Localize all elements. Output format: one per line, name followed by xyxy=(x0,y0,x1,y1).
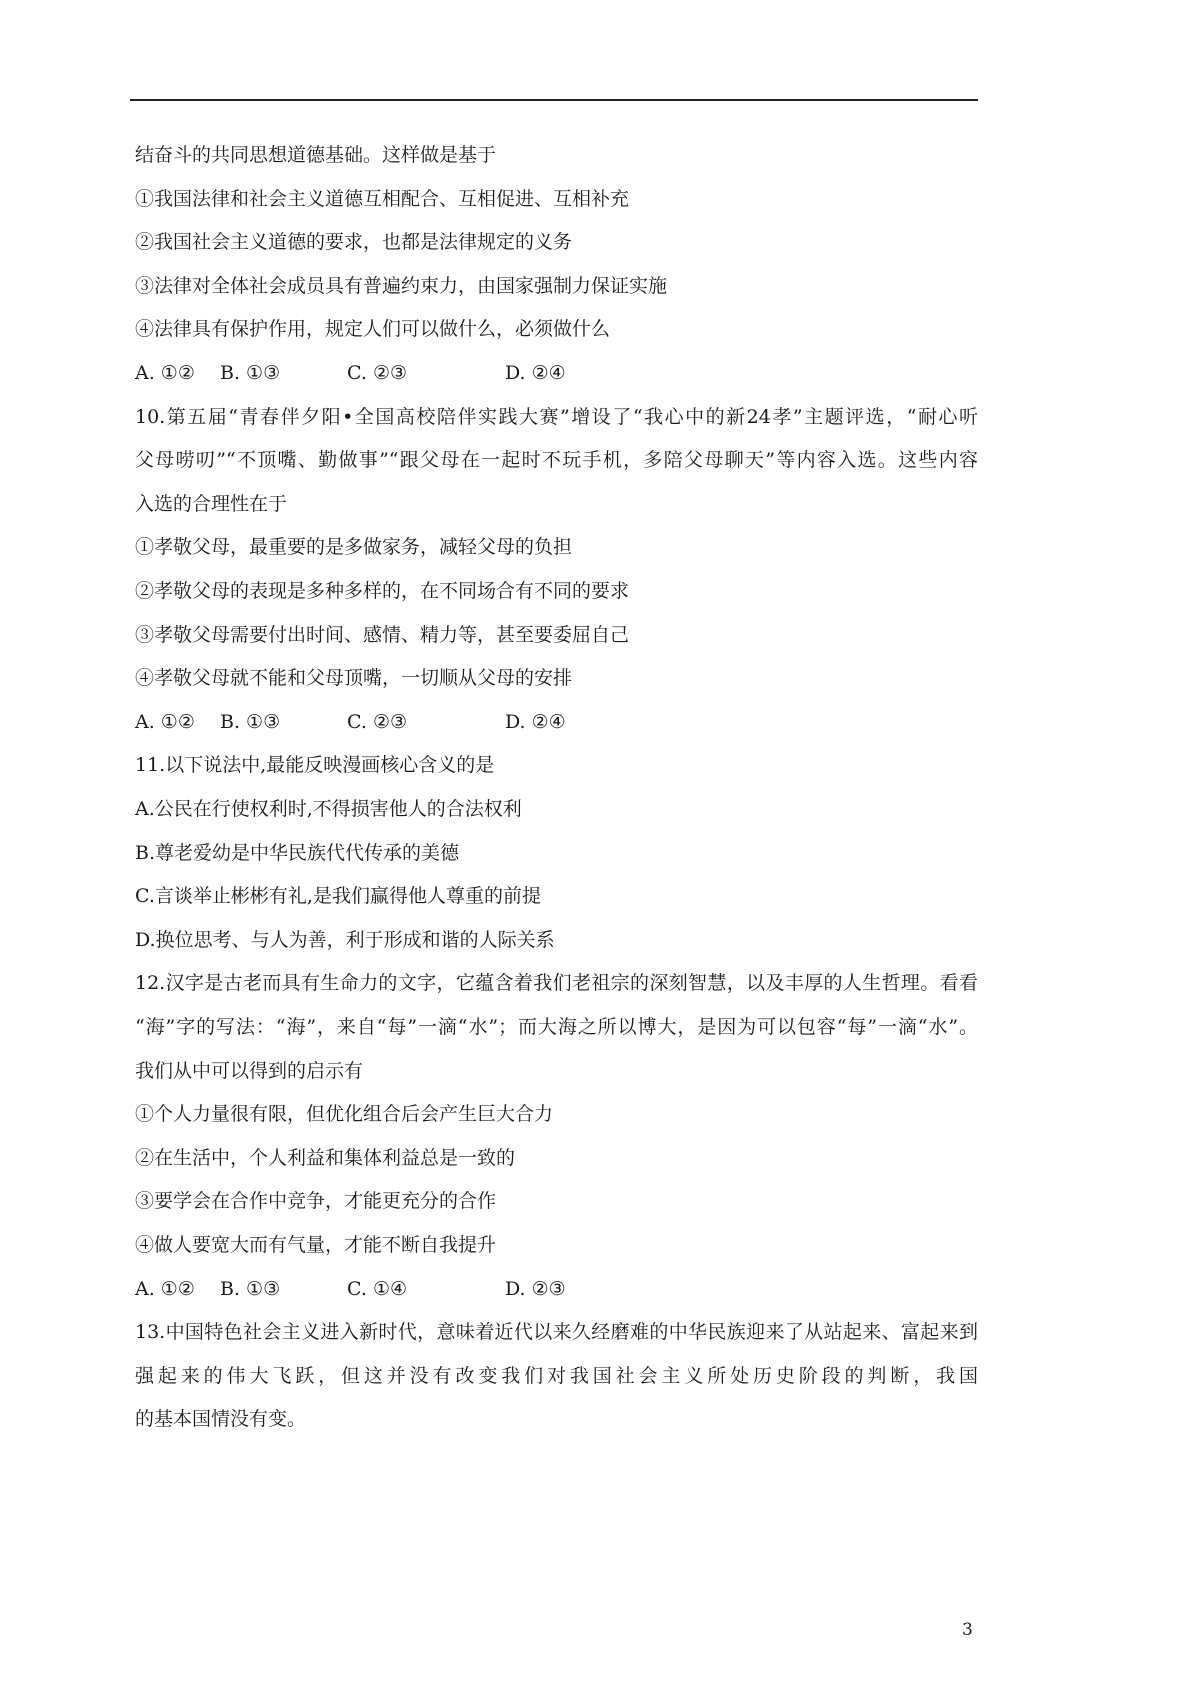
q10-statement-4: ④孝敬父母就不能和父母顶嘴，一切顺从父母的安排 xyxy=(135,667,573,689)
q12-choice-b: B. ①③ xyxy=(220,1278,281,1300)
q10-statement-2: ②孝敬父母的表现是多种多样的，在不同场合有不同的要求 xyxy=(135,580,630,602)
q9-statement-2: ②我国社会主义道德的要求，也都是法律规定的义务 xyxy=(135,231,573,253)
q10-statement-1: ①孝敬父母，最重要的是多做家务，减轻父母的负担 xyxy=(135,536,573,558)
page-number: 3 xyxy=(962,1620,973,1640)
q10-choice-c: C. ②③ xyxy=(347,711,408,733)
q10-stem-line-2: 父母唠叨”“不顶嘴、勤做事”“跟父母在一起时不玩手机，多陪父母聊天”等内容入选。这些内容 xyxy=(135,449,978,471)
q9-statement-1: ①我国法律和社会主义道德互相配合、互相促进、互相补充 xyxy=(135,188,630,210)
q10-stem-line-1: 10.第五届“青春伴夕阳•全国高校陪伴实践大赛”增设了“我心中的新24孝”主题评选，“耐心听 xyxy=(135,406,978,428)
q9-stem-tail: 结奋斗的共同思想道德基础。这样做是基于 xyxy=(135,144,497,166)
q9-choice-a: A. ①② xyxy=(135,362,195,384)
q12-stem-line-2: “海”字的写法：“海”，来自“每”一滴“水”；而大海之所以博大，是因为可以包容“每”一滴“水”。 xyxy=(135,1016,978,1038)
q9-statement-3: ③法律对全体社会成员具有普遍约束力，由国家强制力保证实施 xyxy=(135,275,668,297)
q12-choice-d: D. ②③ xyxy=(505,1278,566,1300)
q9-statement-4: ④法律具有保护作用，规定人们可以做什么，必须做什么 xyxy=(135,318,611,340)
q11-option-a: A.公民在行使权利时,不得损害他人的合法权利 xyxy=(135,798,522,820)
q11-stem: 11.以下说法中,最能反映漫画核心含义的是 xyxy=(135,754,495,776)
q12-choice-c: C. ①④ xyxy=(347,1278,408,1300)
q12-choice-a: A. ①② xyxy=(135,1278,195,1300)
q12-stem-line-3: 我们从中可以得到的启示有 xyxy=(135,1060,364,1082)
q10-stem-line-3: 入选的合理性在于 xyxy=(135,493,288,515)
q12-statement-4: ④做人要宽大而有气量，才能不断自我提升 xyxy=(135,1234,497,1256)
q11-option-c: C.言谈举止彬彬有礼,是我们赢得他人尊重的前提 xyxy=(135,885,541,907)
q10-choice-b: B. ①③ xyxy=(220,711,281,733)
q11-option-b: B.尊老爱幼是中华民族代代传承的美德 xyxy=(135,842,460,864)
q12-stem-line-1: 12.汉字是古老而具有生命力的文字，它蕴含着我们老祖宗的深刻智慧，以及丰厚的人生哲理。看看 xyxy=(135,972,978,994)
q12-statement-2: ②在生活中，个人利益和集体利益总是一致的 xyxy=(135,1147,516,1169)
q9-choice-b: B. ①③ xyxy=(220,362,281,384)
q13-stem-line-2: 强起来的伟大飞跃，但这并没有改变我们对我国社会主义所处历史阶段的判断，我国 xyxy=(135,1365,978,1387)
header-rule xyxy=(130,99,978,101)
q12-statement-3: ③要学会在合作中竞争，才能更充分的合作 xyxy=(135,1190,497,1212)
q10-choice-a: A. ①② xyxy=(135,711,195,733)
q12-statement-1: ①个人力量很有限，但优化组合后会产生巨大合力 xyxy=(135,1103,554,1125)
q13-stem-line-3: 的基本国情没有变。 xyxy=(135,1408,307,1430)
q10-choice-d: D. ②④ xyxy=(505,711,566,733)
q10-statement-3: ③孝敬父母需要付出时间、感情、精力等，甚至要委屈自己 xyxy=(135,624,630,646)
q11-option-d: D.换位思考、与人为善，利于形成和谐的人际关系 xyxy=(135,929,555,951)
q9-choice-d: D. ②④ xyxy=(505,362,566,384)
q9-choice-c: C. ②③ xyxy=(347,362,408,384)
q13-stem-line-1: 13.中国特色社会主义进入新时代，意味着近代以来久经磨难的中华民族迎来了从站起来、富起来到 xyxy=(135,1321,978,1343)
